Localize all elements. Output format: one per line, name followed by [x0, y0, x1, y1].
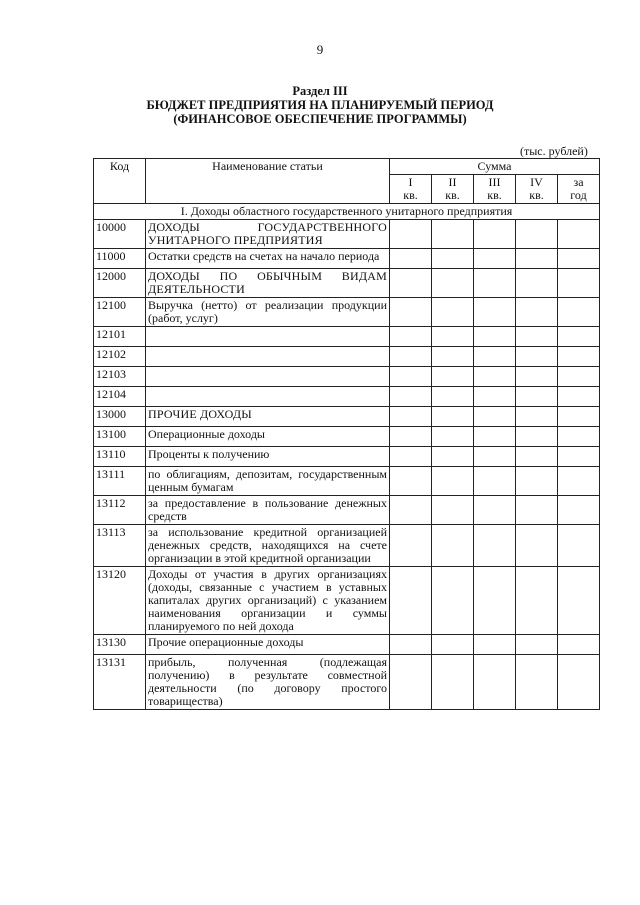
cell-q4[interactable] — [516, 249, 558, 269]
table-row — [94, 269, 600, 298]
cell-q1[interactable] — [390, 655, 432, 710]
cell-q4[interactable] — [516, 220, 558, 249]
cell-q3[interactable] — [474, 635, 516, 655]
cell-q4[interactable] — [516, 269, 558, 298]
budget-title: БЮДЖЕТ ПРЕДПРИЯТИЯ НА ПЛАНИРУЕМЫЙ ПЕРИОД — [146, 98, 494, 112]
header-year-label: за — [573, 175, 584, 189]
cell-year[interactable] — [558, 525, 600, 567]
cell-q2[interactable] — [432, 567, 474, 635]
header-q1-unit: кв. — [403, 188, 418, 202]
row-name: Выручка (нетто) от реализации продукции (работ, услуг) — [146, 298, 390, 327]
cell-q2[interactable] — [432, 347, 474, 367]
table-row — [94, 367, 600, 387]
cell-q2[interactable] — [432, 496, 474, 525]
header-q2-num: II — [448, 175, 457, 189]
cell-q3[interactable] — [474, 269, 516, 298]
cell-q1[interactable] — [390, 220, 432, 249]
cell-q3[interactable] — [474, 427, 516, 447]
row-code: 12100 — [94, 298, 146, 327]
cell-q1[interactable] — [390, 496, 432, 525]
cell-q2[interactable] — [432, 655, 474, 710]
units-label: (тыс. рублей) — [520, 144, 588, 158]
cell-q3[interactable] — [474, 567, 516, 635]
cell-q3[interactable] — [474, 249, 516, 269]
row-name: Операционные доходы — [146, 427, 390, 447]
cell-q3[interactable] — [474, 655, 516, 710]
table-row — [94, 447, 600, 467]
cell-q3[interactable] — [474, 447, 516, 467]
cell-q2[interactable] — [432, 298, 474, 327]
cell-q2[interactable] — [432, 249, 474, 269]
cell-q4[interactable] — [516, 347, 558, 367]
row-code: 13120 — [94, 567, 146, 635]
table-row — [94, 347, 600, 367]
header-q2-unit: кв. — [445, 188, 460, 202]
cell-q1[interactable] — [390, 467, 432, 496]
row-code: 10000 — [94, 220, 146, 249]
row-code: 12101 — [94, 327, 146, 347]
cell-q3[interactable] — [474, 496, 516, 525]
header-q1 — [390, 175, 432, 204]
row-name[interactable] — [146, 387, 390, 407]
cell-year[interactable] — [558, 447, 600, 467]
row-name: Проценты к получению — [146, 447, 390, 467]
cell-q3[interactable] — [474, 347, 516, 367]
cell-q2[interactable] — [432, 327, 474, 347]
row-code: 12103 — [94, 367, 146, 387]
cell-q1[interactable] — [390, 407, 432, 427]
table-row — [94, 327, 600, 347]
row-code: 11000 — [94, 249, 146, 269]
cell-q2[interactable] — [432, 367, 474, 387]
section-title: I. Доходы областного государственного унитарного предприятия — [94, 204, 600, 220]
cell-year[interactable] — [558, 367, 600, 387]
row-name: за использование кредитной организацией денежных средств, находящихся на счете организации в этой кредитной организации — [146, 525, 390, 567]
table-row — [94, 635, 600, 655]
cell-q4[interactable] — [516, 655, 558, 710]
cell-q4[interactable] — [516, 427, 558, 447]
cell-q1[interactable] — [390, 249, 432, 269]
header-q4-unit: кв. — [529, 188, 544, 202]
header-q1-num: I — [408, 175, 413, 189]
page-number: 9 — [316, 42, 324, 57]
cell-q4[interactable] — [516, 525, 558, 567]
header-code: Код — [94, 159, 146, 204]
cell-year[interactable] — [558, 427, 600, 447]
row-name: прибыль, полученная (подлежащая получению) в результате совместной деятельности (по договору простого товарищества) — [146, 655, 390, 710]
header-q2 — [432, 175, 474, 204]
table-row — [94, 407, 600, 427]
cell-year[interactable] — [558, 407, 600, 427]
table-row — [94, 496, 600, 525]
row-code: 12000 — [94, 269, 146, 298]
header-q3-unit: кв. — [487, 188, 502, 202]
header-q4-num: IV — [530, 175, 543, 189]
cell-q4[interactable] — [516, 387, 558, 407]
row-code: 13000 — [94, 407, 146, 427]
cell-q3[interactable] — [474, 387, 516, 407]
header-q3-num: III — [488, 175, 501, 189]
cell-year[interactable] — [558, 635, 600, 655]
cell-year[interactable] — [558, 347, 600, 367]
cell-q3[interactable] — [474, 367, 516, 387]
cell-q1[interactable] — [390, 298, 432, 327]
cell-q2[interactable] — [432, 635, 474, 655]
table-row — [94, 467, 600, 496]
row-code: 13130 — [94, 635, 146, 655]
cell-q4[interactable] — [516, 367, 558, 387]
cell-q1[interactable] — [390, 347, 432, 367]
cell-q2[interactable] — [432, 407, 474, 427]
table-row — [94, 249, 600, 269]
cell-year[interactable] — [558, 298, 600, 327]
cell-year[interactable] — [558, 655, 600, 710]
row-name: ДОХОДЫ ГОСУДАРСТВЕННОГО УНИТАРНОГО ПРЕДПРИЯТИЯ — [146, 220, 390, 249]
cell-q1[interactable] — [390, 447, 432, 467]
row-name[interactable] — [146, 367, 390, 387]
cell-q2[interactable] — [432, 220, 474, 249]
budget-table — [93, 158, 600, 710]
cell-year[interactable] — [558, 567, 600, 635]
cell-q3[interactable] — [474, 327, 516, 347]
table-row — [94, 567, 600, 635]
cell-q1[interactable] — [390, 269, 432, 298]
cell-q3[interactable] — [474, 467, 516, 496]
row-name: за предоставление в пользование денежных средств — [146, 496, 390, 525]
row-code: 13112 — [94, 496, 146, 525]
row-name: ДОХОДЫ ПО ОБЫЧНЫМ ВИДАМ ДЕЯТЕЛЬНОСТИ — [146, 269, 390, 298]
cell-q1[interactable] — [390, 567, 432, 635]
cell-q2[interactable] — [432, 525, 474, 567]
budget-subtitle: (ФИНАНСОВОЕ ОБЕСПЕЧЕНИЕ ПРОГРАММЫ) — [173, 112, 467, 126]
cell-q4[interactable] — [516, 635, 558, 655]
row-name: Прочие операционные доходы — [146, 635, 390, 655]
cell-q3[interactable] — [474, 407, 516, 427]
cell-q4[interactable] — [516, 407, 558, 427]
cell-year[interactable] — [558, 496, 600, 525]
row-name: Доходы от участия в других организациях (доходы, связанные с участием в уставных капиталах других организаций) с указанием наименования организации и суммы планируемого по ней дохода — [146, 567, 390, 635]
row-code: 13113 — [94, 525, 146, 567]
section-heading — [0, 84, 640, 126]
cell-q2[interactable] — [432, 269, 474, 298]
row-code: 13110 — [94, 447, 146, 467]
cell-year[interactable] — [558, 269, 600, 298]
table-row — [94, 655, 600, 710]
cell-q4[interactable] — [516, 327, 558, 347]
cell-q1[interactable] — [390, 367, 432, 387]
cell-q4[interactable] — [516, 447, 558, 467]
row-name[interactable] — [146, 327, 390, 347]
header-sum: Сумма — [390, 159, 600, 175]
cell-q1[interactable] — [390, 387, 432, 407]
cell-q2[interactable] — [432, 447, 474, 467]
row-name: Остатки средств на счетах на начало периода — [146, 249, 390, 269]
section-label: Раздел III — [292, 84, 348, 98]
header-year — [558, 175, 600, 204]
cell-year[interactable] — [558, 387, 600, 407]
cell-year[interactable] — [558, 467, 600, 496]
row-name: по облигациям, депозитам, государственным ценным бумагам — [146, 467, 390, 496]
table-row — [94, 387, 600, 407]
table-row — [94, 427, 600, 447]
header-q3 — [474, 175, 516, 204]
cell-q2[interactable] — [432, 427, 474, 447]
row-code: 12102 — [94, 347, 146, 367]
cell-q1[interactable] — [390, 427, 432, 447]
cell-q4[interactable] — [516, 567, 558, 635]
cell-q1[interactable] — [390, 635, 432, 655]
cell-q4[interactable] — [516, 467, 558, 496]
table-row — [94, 298, 600, 327]
cell-q2[interactable] — [432, 467, 474, 496]
cell-q2[interactable] — [432, 387, 474, 407]
row-code: 13131 — [94, 655, 146, 710]
cell-year[interactable] — [558, 220, 600, 249]
cell-q3[interactable] — [474, 298, 516, 327]
header-name: Наименование статьи — [146, 159, 390, 204]
row-name[interactable] — [146, 347, 390, 367]
cell-q3[interactable] — [474, 220, 516, 249]
table-row — [94, 525, 600, 567]
row-name: ПРОЧИЕ ДОХОДЫ — [146, 407, 390, 427]
cell-q1[interactable] — [390, 327, 432, 347]
header-year-unit: год — [570, 188, 587, 202]
cell-q4[interactable] — [516, 298, 558, 327]
cell-year[interactable] — [558, 249, 600, 269]
row-code: 13111 — [94, 467, 146, 496]
cell-q4[interactable] — [516, 496, 558, 525]
cell-q1[interactable] — [390, 525, 432, 567]
cell-year[interactable] — [558, 327, 600, 347]
cell-q3[interactable] — [474, 525, 516, 567]
row-code: 13100 — [94, 427, 146, 447]
table-row — [94, 220, 600, 249]
row-code: 12104 — [94, 387, 146, 407]
header-q4 — [516, 175, 558, 204]
